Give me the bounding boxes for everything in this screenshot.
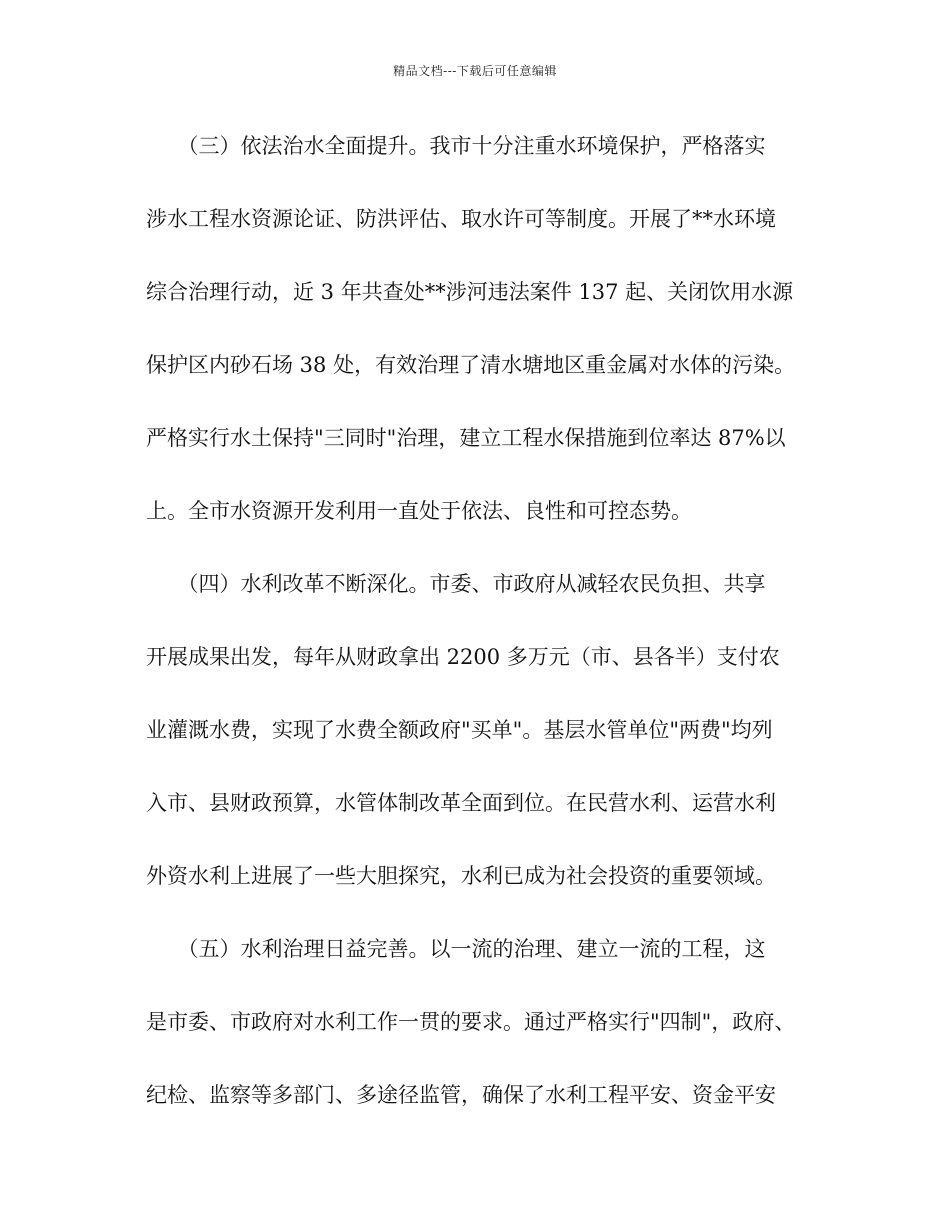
text-line: （四）水利改革不断深化。市委、市政府从减轻农民负担、共享 xyxy=(146,572,766,596)
text-line: 业灌溉水费，实现了水费全额政府"买单"。基层水管单位"两费"均列 xyxy=(146,718,773,742)
text-line: 严格实行水土保持"三同时"治理，建立工程水保措施到位率达 87%以 xyxy=(146,426,786,450)
text-line: （三）依法治水全面提升。我市十分注重水环境保护，严格落实 xyxy=(146,134,766,158)
text-line: 开展成果出发，每年从财政拿出 2200 多万元（市、县各半）支付农 xyxy=(146,645,780,669)
page-header: 精品文档---下载后可任意编辑 xyxy=(393,64,557,78)
body-text xyxy=(146,126,826,1148)
text-line: 外资水利上进展了一些大胆探究，水利已成为社会投资的重要领域。 xyxy=(146,864,776,888)
text-line: 保护区内砂石场 38 处，有效治理了清水塘地区重金属对水体的污染。 xyxy=(146,353,796,377)
text-line: 上。全市水资源开发利用一直处于依法、良性和可控态势。 xyxy=(146,499,692,523)
text-line: 纪检、监察等多部门、多途径监管，确保了水利工程平安、资金平安 xyxy=(146,1083,776,1107)
text-line: 是市委、市政府对水利工作一贯的要求。通过严格实行"四制"，政府、 xyxy=(146,1010,796,1034)
text-line: 涉水工程水资源论证、防洪评估、取水许可等制度。开展了**水环境 xyxy=(146,207,776,231)
text-line: 综合治理行动，近 3 年共查处**涉河违法案件 137 起、关闭饮用水源 xyxy=(146,280,794,304)
text-line: （五）水利治理日益完善。以一流的治理、建立一流的工程，这 xyxy=(146,937,766,961)
text-line: 入市、县财政预算，水管体制改革全面到位。在民营水利、运营水利 xyxy=(146,791,776,815)
